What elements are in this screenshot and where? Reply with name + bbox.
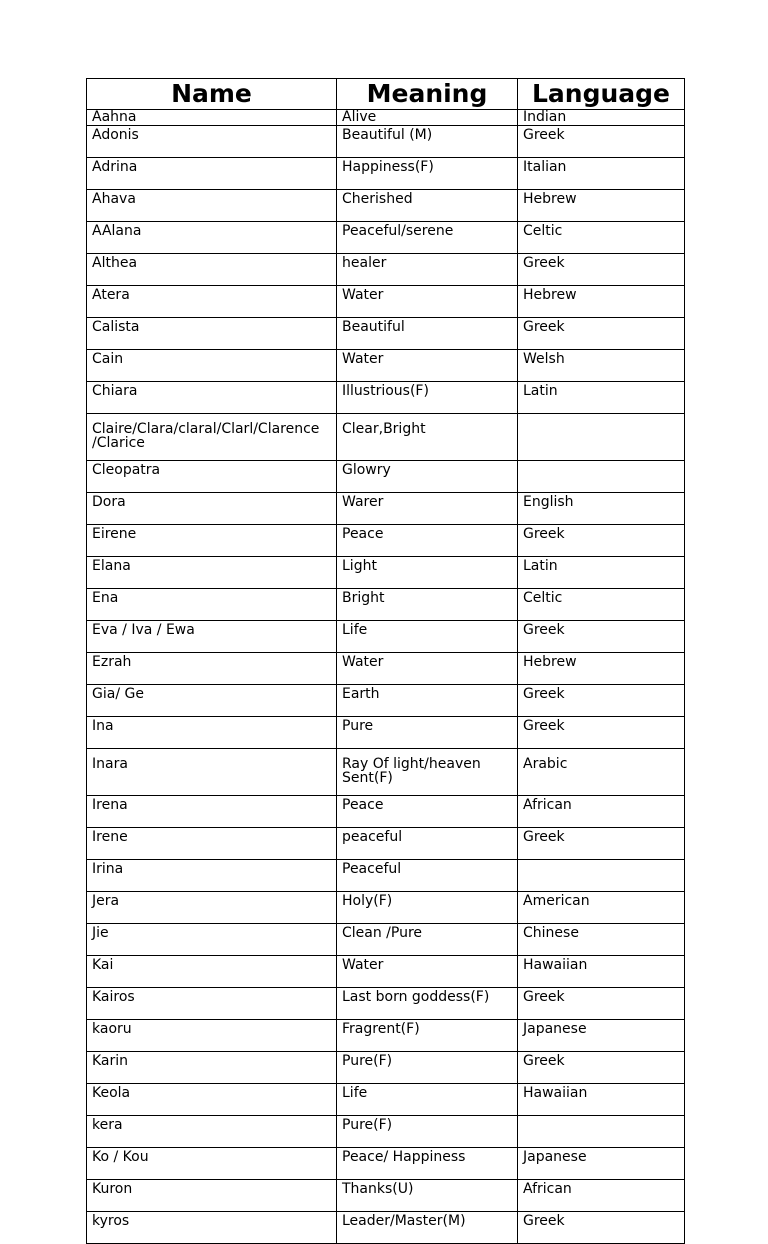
cell-name: Chiara — [87, 382, 337, 414]
table-row — [87, 589, 685, 621]
cell-meaning: Thanks(U) — [337, 1180, 518, 1212]
cell-language: Greek — [518, 1052, 685, 1084]
table-row — [87, 1084, 685, 1116]
cell-meaning: Pure — [337, 717, 518, 749]
cell-language: American — [518, 892, 685, 924]
cell-language: English — [518, 493, 685, 525]
cell-meaning: Water — [337, 350, 518, 382]
table-body — [87, 110, 685, 1244]
table-row — [87, 717, 685, 749]
header-row — [87, 79, 685, 110]
cell-language: Greek — [518, 621, 685, 653]
header-meaning: Meaning — [337, 79, 518, 110]
cell-meaning: Beautiful — [337, 318, 518, 350]
header-language: Language — [518, 79, 685, 110]
cell-meaning: healer — [337, 254, 518, 286]
cell-name: Ahava — [87, 190, 337, 222]
table-row — [87, 796, 685, 828]
table-row — [87, 1148, 685, 1180]
cell-name: Althea — [87, 254, 337, 286]
cell-meaning: Pure(F) — [337, 1052, 518, 1084]
names-table — [86, 78, 685, 1244]
cell-name: Keola — [87, 1084, 337, 1116]
cell-name: Calista — [87, 318, 337, 350]
cell-language: Hawaiian — [518, 1084, 685, 1116]
cell-language: Greek — [518, 685, 685, 717]
table-row — [87, 318, 685, 350]
cell-language: Greek — [518, 525, 685, 557]
cell-name: Kai — [87, 956, 337, 988]
cell-name: Ina — [87, 717, 337, 749]
cell-meaning: Alive — [337, 110, 518, 126]
cell-language: Celtic — [518, 222, 685, 254]
cell-meaning: Light — [337, 557, 518, 589]
cell-name: Jie — [87, 924, 337, 956]
cell-meaning: Peaceful/serene — [337, 222, 518, 254]
cell-language — [518, 1116, 685, 1148]
table-row — [87, 685, 685, 717]
cell-name: Dora — [87, 493, 337, 525]
table-row — [87, 110, 685, 126]
cell-language: Welsh — [518, 350, 685, 382]
table-row — [87, 382, 685, 414]
table-row — [87, 860, 685, 892]
cell-name: Eirene — [87, 525, 337, 557]
table-row — [87, 1180, 685, 1212]
cell-meaning: Life — [337, 621, 518, 653]
cell-language: Japanese — [518, 1020, 685, 1052]
table-row — [87, 924, 685, 956]
cell-name: Claire/Clara/claral/Clarl/Clarence /Clarice — [87, 414, 337, 461]
cell-meaning: peaceful — [337, 828, 518, 860]
cell-language: Celtic — [518, 589, 685, 621]
cell-name: Jera — [87, 892, 337, 924]
cell-meaning: Pure(F) — [337, 1116, 518, 1148]
table-row — [87, 1052, 685, 1084]
cell-meaning: Last born goddess(F) — [337, 988, 518, 1020]
cell-language: Italian — [518, 158, 685, 190]
cell-name: AAlana — [87, 222, 337, 254]
cell-name: Atera — [87, 286, 337, 318]
cell-name: Adonis — [87, 126, 337, 158]
table-row — [87, 190, 685, 222]
cell-meaning: Warer — [337, 493, 518, 525]
cell-language: Arabic — [518, 749, 685, 796]
cell-name: Karin — [87, 1052, 337, 1084]
cell-meaning: Peace — [337, 525, 518, 557]
cell-language: Indian — [518, 110, 685, 126]
cell-name: Irene — [87, 828, 337, 860]
cell-meaning: Water — [337, 653, 518, 685]
cell-language — [518, 461, 685, 493]
cell-language: Japanese — [518, 1148, 685, 1180]
table-row — [87, 158, 685, 190]
cell-name: Inara — [87, 749, 337, 796]
cell-meaning: Water — [337, 286, 518, 318]
cell-name: Adrina — [87, 158, 337, 190]
cell-name: Irena — [87, 796, 337, 828]
cell-meaning: Beautiful (M) — [337, 126, 518, 158]
cell-language — [518, 414, 685, 461]
cell-name: Ezrah — [87, 653, 337, 685]
cell-meaning: Holy(F) — [337, 892, 518, 924]
table-row — [87, 621, 685, 653]
cell-name: Gia/ Ge — [87, 685, 337, 717]
cell-name: Kuron — [87, 1180, 337, 1212]
table-row — [87, 222, 685, 254]
cell-language: Greek — [518, 254, 685, 286]
table-row — [87, 988, 685, 1020]
cell-language: Chinese — [518, 924, 685, 956]
cell-meaning: Peace/ Happiness — [337, 1148, 518, 1180]
cell-meaning: Illustrious(F) — [337, 382, 518, 414]
cell-meaning: Ray Of light/heaven Sent(F) — [337, 749, 518, 796]
table-row — [87, 828, 685, 860]
cell-meaning: Cherished — [337, 190, 518, 222]
table-row — [87, 1212, 685, 1244]
cell-name: kera — [87, 1116, 337, 1148]
cell-meaning: Peaceful — [337, 860, 518, 892]
cell-language: Latin — [518, 557, 685, 589]
table-row — [87, 254, 685, 286]
table-row — [87, 414, 685, 461]
table-row — [87, 493, 685, 525]
cell-meaning: Earth — [337, 685, 518, 717]
table-row — [87, 286, 685, 318]
cell-language: Latin — [518, 382, 685, 414]
cell-language: Greek — [518, 318, 685, 350]
table-row — [87, 525, 685, 557]
cell-language: African — [518, 796, 685, 828]
table-row — [87, 892, 685, 924]
table-row — [87, 350, 685, 382]
cell-language: Hebrew — [518, 653, 685, 685]
cell-name: kyros — [87, 1212, 337, 1244]
cell-meaning: Glowry — [337, 461, 518, 493]
cell-name: Cleopatra — [87, 461, 337, 493]
cell-name: Irina — [87, 860, 337, 892]
table-row — [87, 1020, 685, 1052]
cell-language: Greek — [518, 828, 685, 860]
cell-meaning: Leader/Master(M) — [337, 1212, 518, 1244]
cell-name: Elana — [87, 557, 337, 589]
cell-meaning: Fragrent(F) — [337, 1020, 518, 1052]
cell-language: Hawaiian — [518, 956, 685, 988]
cell-name: Ena — [87, 589, 337, 621]
cell-language: Greek — [518, 988, 685, 1020]
cell-meaning: Clear,Bright — [337, 414, 518, 461]
table-row — [87, 461, 685, 493]
cell-name: Eva / Iva / Ewa — [87, 621, 337, 653]
cell-meaning: Happiness(F) — [337, 158, 518, 190]
cell-name: Cain — [87, 350, 337, 382]
cell-name: Aahna — [87, 110, 337, 126]
table-row — [87, 557, 685, 589]
table-row — [87, 749, 685, 796]
table-row — [87, 126, 685, 158]
cell-language: Hebrew — [518, 286, 685, 318]
cell-meaning: Clean /Pure — [337, 924, 518, 956]
cell-language: Greek — [518, 717, 685, 749]
table-row — [87, 956, 685, 988]
cell-name: Kairos — [87, 988, 337, 1020]
cell-meaning: Life — [337, 1084, 518, 1116]
cell-meaning: Bright — [337, 589, 518, 621]
table-row — [87, 1116, 685, 1148]
cell-meaning: Peace — [337, 796, 518, 828]
cell-name: Ko / Kou — [87, 1148, 337, 1180]
cell-language: Greek — [518, 1212, 685, 1244]
cell-language: Hebrew — [518, 190, 685, 222]
header-name: Name — [87, 79, 337, 110]
cell-name: kaoru — [87, 1020, 337, 1052]
cell-language — [518, 860, 685, 892]
cell-language: Greek — [518, 126, 685, 158]
cell-meaning: Water — [337, 956, 518, 988]
table-row — [87, 653, 685, 685]
cell-language: African — [518, 1180, 685, 1212]
